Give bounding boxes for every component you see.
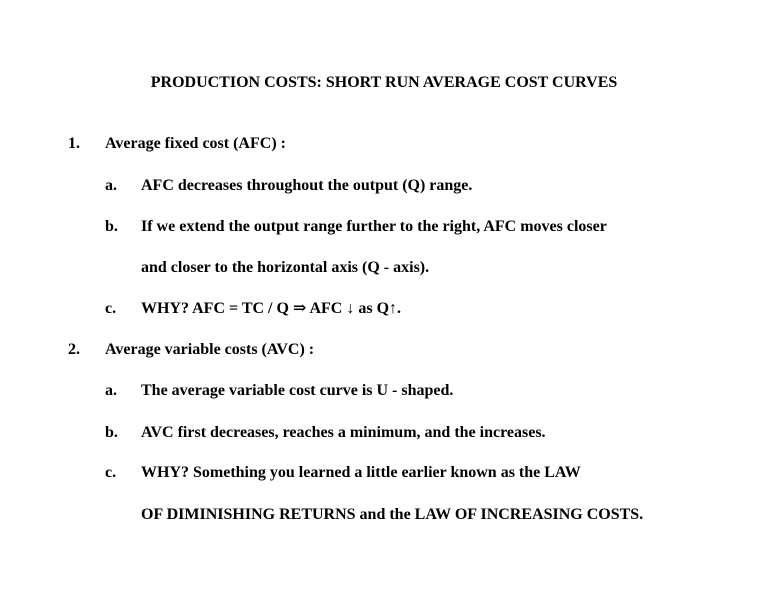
section-1-item-b-text-line-2: and closer to the horizontal axis (Q - axis). xyxy=(141,259,430,276)
section-1-item-c-text: WHY? AFC = TC / Q ⇒ AFC ↓ as Q↑. xyxy=(141,300,402,317)
section-2-item-c-text-line-2: OF DIMINISHING RETURNS and the LAW OF INCREASING COSTS. xyxy=(141,506,644,523)
section-1-item-a-letter: a. xyxy=(105,177,117,194)
section-1-item-c-letter: c. xyxy=(105,300,117,317)
page-title: PRODUCTION COSTS: SHORT RUN AVERAGE COST CURVES xyxy=(150,74,618,91)
section-2-heading: Average variable costs (AVC) : xyxy=(105,341,315,358)
section-1-item-a-text: AFC decreases throughout the output (Q) range. xyxy=(141,177,473,194)
section-1-heading: Average fixed cost (AFC) : xyxy=(105,135,286,152)
section-2-item-a-letter: a. xyxy=(105,382,117,399)
section-2-item-a-text: The average variable cost curve is U - shaped. xyxy=(141,382,454,399)
section-2-item-b-letter: b. xyxy=(105,424,118,441)
section-2-number: 2. xyxy=(68,341,80,358)
section-1-number: 1. xyxy=(68,135,80,152)
section-2-item-c-letter: c. xyxy=(105,464,117,481)
section-1-item-b-letter: b. xyxy=(105,218,118,235)
section-2-item-c-text-line-1: WHY? Something you learned a little earlier known as the LAW xyxy=(141,464,581,481)
section-1-item-b-text-line-1: If we extend the output range further to the right, AFC moves closer xyxy=(141,218,607,235)
section-2-item-b-text: AVC first decreases, reaches a minimum, and the increases. xyxy=(141,424,546,441)
